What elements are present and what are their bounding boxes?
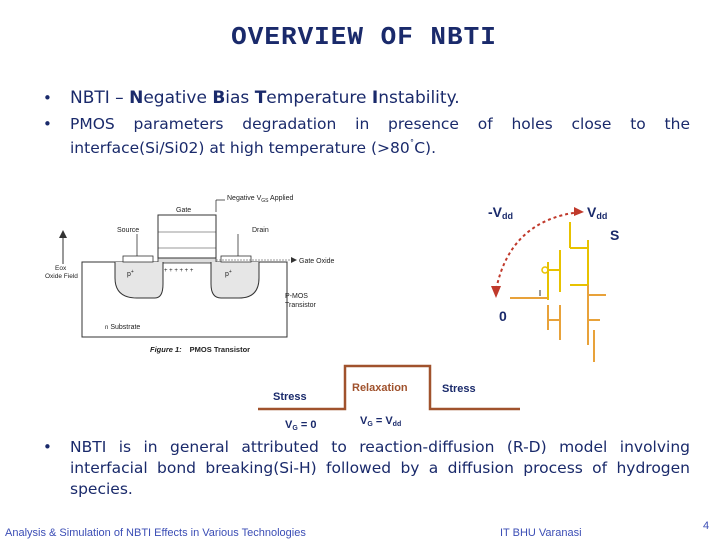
bullet3-line1: NBTI is in general attributed to reaction-diffusion (R-D) model involving [70,438,690,456]
bullet1-i-rest: nstability [378,88,455,108]
gate-voltage-waveform [258,366,520,409]
bullet2-line2-pre: interface(Si/Si02) at high temperature (>80 [70,139,410,158]
bullet2-line2-post: C). [414,139,437,158]
drain-well [211,262,259,298]
slide-title: OVERVIEW OF NBTI [231,22,497,52]
bullet-dot: • [43,89,52,107]
label-p-source: p+ [127,269,134,278]
gate-oxide [158,258,216,263]
bullet1-suffix: . [454,88,460,108]
label-vg-zero: VG = 0 [285,419,317,432]
label-transistor: Transistor [285,302,316,309]
bullet1-t-rest: emperature [266,88,372,108]
bullet3-line3: species. [70,480,133,498]
degree-symbol: ˚ [409,140,415,150]
bullet-dot: • [43,438,52,456]
label-n-substrate: n Substrate [105,324,141,331]
bullet1-b: B [212,88,226,108]
label-gate: Gate [176,207,192,214]
pmos-cross-section-figure [45,188,363,356]
label-negative-vgs: Negative $V_{GS}$ Applied [227,195,294,204]
bullet-dot: • [43,115,52,133]
label-neg-vdd: -Vdd [488,204,513,221]
bullet-nbti-definition [43,88,460,109]
bullet1-n: N [129,88,144,108]
figure-caption: Figure 1: PMOS Transistor [150,345,251,354]
label-oxide-field: Oxide Field [45,273,78,280]
label-hole-charges: + + + + + + [164,268,194,274]
label-pmos: P-MOS [285,293,308,300]
source-well [115,262,163,298]
label-stress-1: Stress [273,391,307,403]
bullet1-i: I [371,88,379,108]
bullet2-line1: PMOS parameters degradation in presence of holes close to the [70,115,690,133]
bullet-pmos-degradation [43,114,690,159]
label-zero: 0 [499,308,507,324]
bullet2-line2 [70,135,690,159]
footer-title: Analysis & Simulation of NBTI Effects in Various Technologies [5,527,306,539]
label-p-drain: p+ [225,269,232,278]
label-vg-vdd: VG = Vdd [360,415,402,428]
label-stress-2: Stress [442,383,476,395]
bullet1-t: T [254,88,267,108]
label-drain: Drain [252,227,269,234]
label-s: S [610,227,620,243]
bullet3-line2: interfacial bond breaking(Si-H) followed by a diffusion process of hydrogen [70,459,690,477]
label-gate-oxide: Gate Oxide [299,258,335,265]
bullet1-prefix: NBTI – [70,88,130,108]
label-vdd: Vdd [587,204,608,221]
gate-electrode [158,215,216,258]
bullet1-n-rest: egative [143,88,213,108]
voltage-swing-arrow [496,212,580,290]
label-source: Source [117,227,140,234]
label-relaxation: Relaxation [352,382,408,394]
footer-institution: IT BHU Varanasi [500,527,582,539]
bullet1-b-rest: ias [225,88,255,108]
bullet-rd-model [43,437,690,500]
page-number: 4 [703,520,710,532]
pmos-circuit [542,222,588,300]
label-eox: Eox [55,265,67,272]
nmos-circuit [510,285,606,362]
